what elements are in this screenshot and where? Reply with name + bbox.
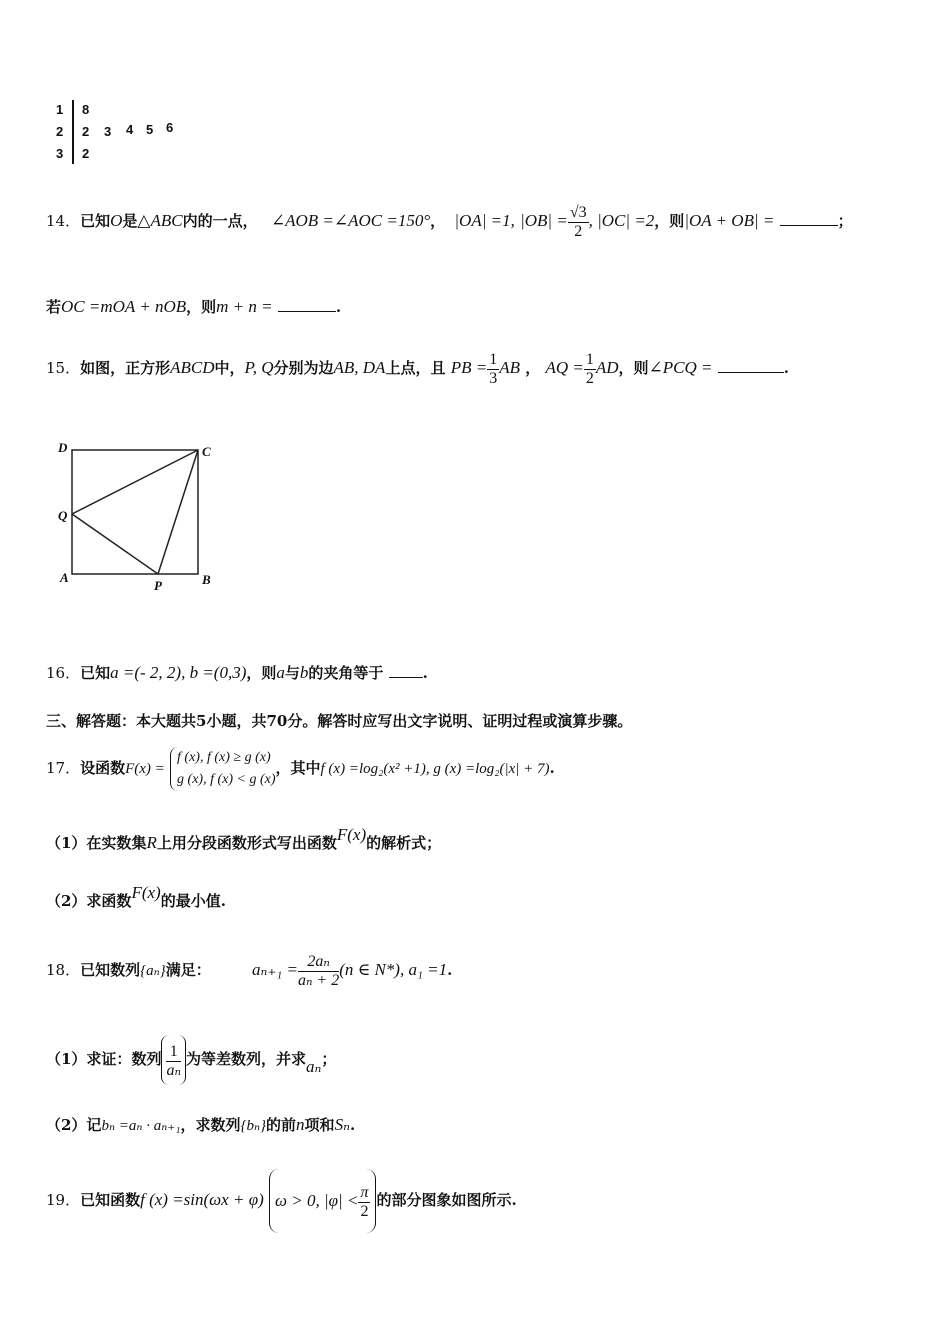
q15-fraction-2 [584,351,596,388]
question-15 [46,346,789,390]
q15-text: 如图，正方形 [80,359,171,377]
q18-bn-sequence: {bₙ} [240,1118,267,1134]
question-17 [46,740,555,797]
q17-number: 17． [46,759,81,777]
q17-part1-text: （1）在实数集 [46,834,147,852]
q15-angle-pcq: ∠PCQ = [648,358,713,377]
label-a: A [60,570,69,585]
q18-part2-text: 项和 [304,1116,335,1134]
q14-sum-expression: |OA + OB| = [684,211,775,230]
q19-number: 19． [46,1191,81,1209]
q17-text: . [549,759,555,777]
q19-function: f (x) =sin(ωx + φ) [140,1190,264,1209]
q19-condition-text: ω > 0, |φ| < [275,1191,359,1210]
q16-vector-b: b [299,663,309,682]
label-p: P [154,578,162,593]
q14-answer-blank-1[interactable] [780,211,838,226]
q18-part2-text: ，求数列 [180,1116,241,1134]
q15-points: P, Q [244,358,274,377]
q18-frac-top: 2aₙ [298,953,339,972]
segment-qp [72,514,158,574]
q19-pi: π [360,1183,369,1201]
square-abcd [72,450,198,574]
q15-text: . [783,359,789,377]
q14-triangle: △ABC [137,211,183,230]
q15-answer-blank[interactable] [718,358,784,373]
q18-part1-text: 为等差数列，并求 [185,1050,306,1068]
q19-text: 已知函数 [80,1191,141,1209]
q17-definitions: f (x) =log₂(x² +1), g (x) =log₂(|x| + 7) [320,761,550,777]
q15-ab: AB [499,358,520,377]
q18-part2-text: . [349,1116,356,1134]
label-b: B [202,572,211,587]
q17-text: ，其中 [275,759,321,777]
q14-frac-numerator: √3 [569,203,587,221]
q17-function-f: F(x) = [125,761,165,777]
q18-sequence: {aₙ} [140,963,166,979]
q14-text: . [335,298,342,316]
label-q: Q [58,508,68,523]
q18-recurrence-fraction [298,953,339,990]
q18-reciprocal-top: 1 [166,1043,180,1062]
stem-leaf-divider [72,100,74,164]
section-3-heading: 三、解答题：本大题共5小题，共70分。解答时应写出文字说明、证明过程或演算步骤。 [46,712,633,730]
q17-part2-text: （2）求函数 [46,892,132,910]
q18-reciprocal-bottom: aₙ [166,1061,181,1079]
q17-text: 设函数 [80,759,126,777]
q18-reciprocal-fraction [166,1043,180,1080]
segment-qc [72,450,198,514]
q19-two: 2 [360,1202,369,1220]
q18-sn: Sₙ [334,1115,350,1134]
q16-text: ，则 [246,664,277,682]
question-14-line2 [46,290,341,324]
q17-part-2 [46,884,226,918]
q16-text: 已知 [80,664,111,682]
q17-part1-text: 上用分段函数形式写出函数 [156,834,337,852]
q18-text: . [447,961,453,979]
q17-part1-function: F(x) [336,825,367,844]
q14-answer-blank-2[interactable] [278,297,336,312]
q17-part-1 [46,826,441,860]
q18-frac-bottom: aₙ + 2 [297,971,340,989]
q18-text: 已知数列 [80,961,141,979]
q18-reciprocal-sequence [161,1035,185,1085]
q19-text: 的部分图象如图所示. [376,1191,517,1209]
leaf: 6 [166,120,174,135]
stem-3: 3 [56,146,64,161]
q15-frac2-bottom: 2 [585,369,594,387]
q18-text: 满足： [165,961,211,979]
q14-text: 内的一点， [182,212,258,230]
q18-part1-text: （1）求证：数列 [46,1050,162,1068]
q18-recurrence-lhs: aₙ₊₁ = [251,960,298,979]
leaf: 2 [82,146,90,161]
q15-text: 中， [214,359,245,377]
q15-text: ，则 [618,359,649,377]
q14-m-plus-n: m + n = [216,297,273,316]
q15-fraction-1 [487,351,499,388]
question-18 [46,938,452,1003]
q18-number: 18． [46,961,81,979]
stem-1: 1 [56,102,64,117]
q15-square: ABCD [170,358,215,377]
q14-text: ， [430,212,446,230]
q15-square-figure [44,436,224,596]
question-16 [46,656,428,690]
q15-number: 15． [46,359,81,377]
leaf: 4 [126,122,134,137]
q15-text: 分别为边 [273,359,334,377]
leaf: 8 [82,102,90,117]
stem-leaf-plot [52,100,192,164]
stem-2: 2 [56,124,64,139]
q17-reals: R [146,833,157,852]
q16-vectors: a =(- 2, 2), b =(0,3) [110,663,247,682]
q14-text: ，则 [186,298,217,316]
q15-frac1-top: 1 [489,350,498,368]
q18-part2-text: 的前 [266,1116,297,1134]
q16-text: . [422,664,428,682]
q19-pi-fraction [358,1184,370,1221]
question-19 [46,1168,517,1233]
segment-pc [158,450,198,574]
q16-text: 的夹角等于 [308,664,384,682]
q15-pb: PB = [450,358,488,377]
q15-frac1-bottom: 3 [489,369,498,387]
q14-text: ； [837,212,853,230]
q14-text: 是 [122,212,138,230]
q19-condition [269,1169,376,1233]
q14-angle-condition: ∠AOB =∠AOC =150° [270,211,431,230]
q18-condition: (n ∈ N*), a₁ =1 [339,960,448,979]
q15-sides: AB, DA [333,358,386,377]
q18-part-2 [46,1108,355,1143]
q16-text: 与 [284,664,300,682]
q15-text: ， [525,359,541,377]
leaf: 3 [104,124,112,139]
q17-part1-text: 的解析式； [366,834,442,852]
q18-part2-text: （2）记 [46,1116,102,1134]
q17-piecewise [170,747,275,791]
q15-frac2-top: 1 [585,350,594,368]
q17-part2-function: F(x) [131,883,161,902]
q14-text: ，则 [654,212,685,230]
q14-text: 若 [46,298,62,316]
q17-part2-text: 的最小值. [160,892,226,910]
q14-oc: , |OC| =2 [588,211,655,230]
leaf: 5 [146,122,154,137]
q15-text: 上点，且 [385,359,446,377]
q16-number: 16． [46,664,81,682]
q18-part-1 [46,1034,336,1085]
q18-part1-an: aₙ [305,1057,322,1076]
label-d: D [58,440,68,455]
q14-text: 已知 [80,212,111,230]
q16-vector-a: a [276,663,285,682]
q15-ad: AD [595,358,619,377]
q14-linear-combination: OC =mOA + nOB [61,297,187,316]
question-14-line1 [46,196,853,246]
q18-bn-definition: bₙ =aₙ · aₙ₊₁ [101,1118,181,1134]
leaf: 2 [82,124,90,139]
q17-case-1: f (x), f (x) ≥ g (x) [177,750,271,765]
q17-case-2: g (x), f (x) < g (x) [177,772,276,787]
q14-oa: |OA| =1, [454,211,515,230]
q16-answer-blank[interactable] [389,663,423,678]
q14-fraction [568,204,589,241]
q14-point-o: O [110,211,123,230]
q14-ob: |OB| = [520,211,568,230]
q14-frac-denominator: 2 [574,222,583,240]
q15-aq: AQ = [545,358,584,377]
label-c: C [202,444,211,459]
q18-part1-text: ； [321,1050,337,1068]
q14-number: 14． [46,212,81,230]
q18-n: n [296,1115,305,1134]
